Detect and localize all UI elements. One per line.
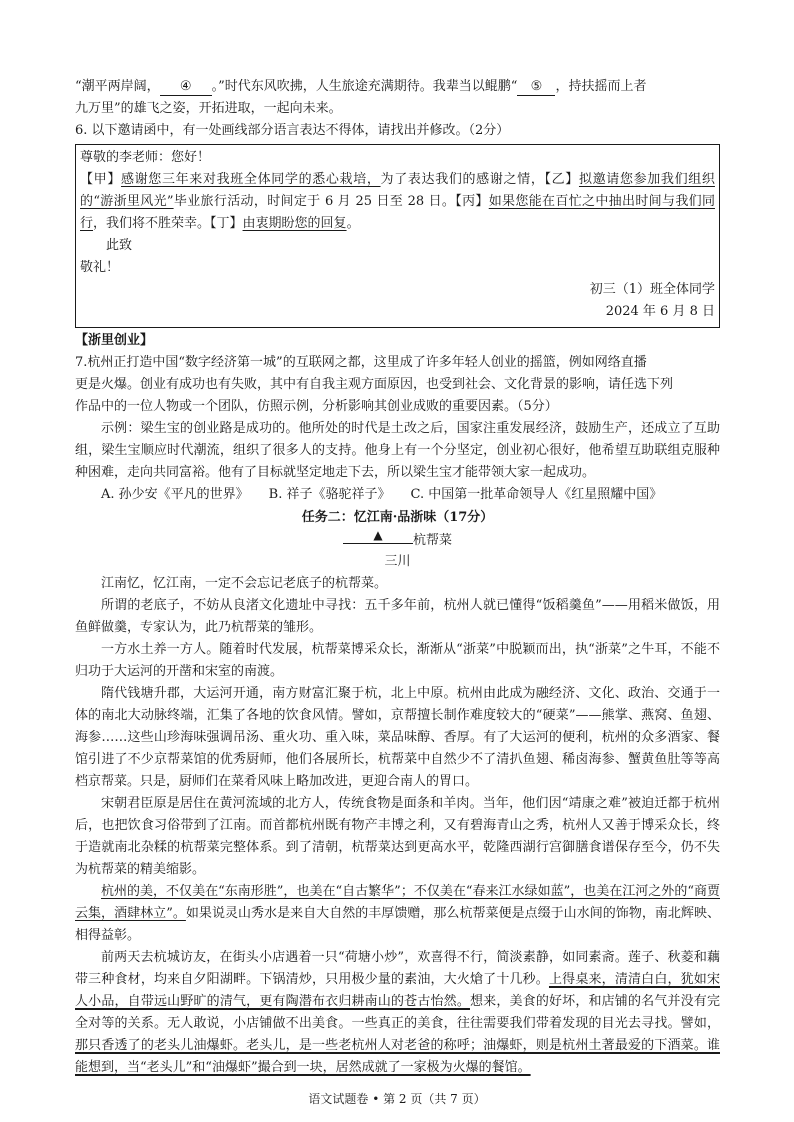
question-6: 6. 以下邀请函中，有一处画线部分语言表达不得体，请找出并修改。（2分）	[75, 123, 510, 138]
intro-text: ，持扶摇而上者	[555, 79, 647, 94]
option-b: B. 祥子《骆驼祥子》	[268, 487, 391, 502]
page-footer: 语文试题卷 • 第 2 页（共 7 页）	[308, 1092, 486, 1106]
underlined-sentence: 那只香透了的老头儿油爆虾。老头儿，是一些老杭州人对老爸的称呼；油爆虾，则是杭州土著最爱的下酒菜。谁能想到，当“老头儿”和“油爆虾”撮合到一块，居然成就了一家极为火爆的餐馆。	[75, 1038, 720, 1075]
paragraph-text: 想来，美食的好坏，和店铺的名气并没有完全对等的关系。无人敢说，小店铺做不出美食。一些真正的美食，往往需要我们带着发现的目光去寻找。譬如，	[75, 994, 720, 1031]
blank-5	[517, 79, 555, 96]
underlined-yi: 拟邀请您参加我们组	[578, 172, 702, 187]
underlined-ding: 由衷期盼您的回复	[242, 216, 347, 231]
letter-text: 为了表达我们的感谢之情，	[380, 172, 545, 187]
exam-page	[75, 75, 720, 1079]
letter-jingli: 敬礼！	[80, 260, 120, 275]
paragraph-text: 前两天去杭城访友，在街头小店遇着一只“荷塘小炒”，欢喜得不行，简淡素静，如同素斋。莲子、秋菱和藕带三种食材，均来自夕阳湖畔。下锅清炒，只用极少量的素油，大火熗了十几秒。	[75, 950, 720, 987]
article-paragraph: 一方水土养一方人。随着时代发展，杭帮菜博采众长，渐渐从“浙菜”中脱颖而出，执“浙菜”之牛耳，不能不归功于大运河的开凿和宋室的南渡。	[75, 642, 720, 679]
letter-text: 毕业旅行活动，时间定于 6 月 25 日至 28 日。	[173, 194, 456, 209]
question-7-example: 示例：梁生宝的创业路是成功的。他所处的时代是土改之后，国家注重发展经济，鼓励生产，还成立了互助组，梁生宝顺应时代潮流，组织了很多人的支持。他身上有一个分坚定，创业初心很好，他希望互助联组克服种种困难，走向共同富裕。他有了目标就坚定地走下去，所以梁生宝才能带领大家一起成功。	[75, 421, 720, 480]
question-7-options	[75, 484, 720, 506]
section-title: 【浙里创业】	[75, 333, 154, 348]
question-7-line-3: 作品中的一位人物或一个团队，仿照示例，分析影响其创业成败的重要因素。（5分）	[75, 399, 558, 414]
label-ding: 【丁】	[210, 216, 243, 231]
blank-5-label: ⑤	[530, 79, 543, 94]
underlined-jia: 感谢您三年来对我班全体同学的悉心栽培，	[120, 172, 381, 187]
intro-text: “潮平两岸阔，	[75, 79, 160, 94]
letter-date: 2024 年 6 月 8 日	[605, 304, 715, 319]
article-paragraph: 隋代钱塘升郡，大运河开通，南方财富汇聚于杭，北上中原。杭州由此成为融经济、文化、政治、交通于一体的南北大动脉终端，汇集了各地的饮食风情。譬如，京帮擅长制作难度较大的“硬菜”——熊掌、燕窝、鱼翅、海参……这些山珍海味强调吊汤、重火功、重入味，菜品味醇、香厚。有了大运河的便利，杭州的众多酒家、餐馆引进了不少京帮菜馆的优秀厨师，他们各展所长，杭帮菜中自然少不了清扒鱼翅、稀卤海参、蟹黄鱼肚等等高档京帮菜。只是，厨师们在菜肴风味上略加改进，更迎合南人的胃口。	[75, 686, 720, 789]
intro-line-1	[75, 76, 720, 98]
task-2-title: 任务二：忆江南·品浙味（17分）	[301, 510, 494, 525]
intro-line-2: 九万里”的雄飞之姿，开拓进取，一起向未来。	[75, 101, 342, 116]
question-7-line-1: 7.杭州正打造中国“数字经济第一城”的互联网之都，这里成了许多年轻人创业的摇篮，例如网络直播	[75, 355, 647, 370]
article-paragraph: 宋朝君臣原是居住在黄河流域的北方人，传统食物是面条和羊肉。当年，他们因“靖康之难”被迫迁都于杭州后，也把饮食习俗带到了江南。而首都杭州既有物产丰博之利，又有碧海青山之秀，杭州人又善于博采众长，终于造就南北杂糅的杭帮菜完整体系。到了清朝，杭帮菜达到更高水平，乾隆西湖行宫御膳食谱保存至今，仍不失为杭帮菜的精美缩影。	[75, 796, 720, 877]
underlined-yi: 织的“游浙里风光”	[80, 172, 715, 209]
article-title-text: 杭帮菜	[412, 533, 452, 548]
letter-text: ，我们将不胜荣幸。	[93, 216, 211, 231]
article-paragraph: 所谓的老底子，不妨从良渚文化遗址中寻找：五千多年前，杭州人就已懂得“饭稻羹鱼”——用稻米做饭，用鱼鲜做羹，专家认为，此乃杭帮菜的雏形。	[75, 598, 720, 635]
article-paragraph	[75, 947, 720, 1079]
letter-body	[80, 169, 715, 235]
blank-4	[160, 79, 212, 96]
paragraph-text: 如果说灵山秀水是来自大自然的丰厚馈赠，那么杭帮菜便是点缀于山水间的饰物，南北辉映、相得益彰。	[75, 906, 720, 943]
option-a: A. 孙少安《平凡的世界》	[101, 487, 249, 502]
letter-sign: 初三（1）班全体同学	[589, 282, 715, 297]
letter-cizhi: 此致	[106, 238, 133, 253]
article-title	[75, 529, 720, 551]
underlined-bing: 我们同行	[80, 194, 715, 231]
article-paragraph: 江南忆，忆江南，一定不会忘记老底子的杭帮菜。	[101, 576, 388, 591]
article-paragraph	[75, 881, 720, 947]
underlined-sentence: 上得桌来，清清白白，犹如宋人小品，自带远山野旷的清气，更有陶潜布衣归耕南山的苍古怡然。	[75, 972, 720, 1009]
label-bing: 【丙】	[455, 194, 489, 209]
blank-4-label: ④	[179, 79, 192, 94]
intro-text: 。”时代东风吹拂，人生旅途充满期待。我辈当以鲲鹏“	[211, 79, 518, 94]
triangle-mark: ▲	[373, 528, 383, 542]
label-yi: 【乙】	[544, 172, 579, 187]
letter-salutation: 尊敬的李老师：您好！	[80, 150, 211, 165]
article-author: 三川	[384, 554, 411, 569]
underlined-sentence: 杭州的美，不仅美在“东南形胜”，也美在“自古繁华”；不仅美在“春来江水绿如蓝”，也美在江河之外的“商贾云集，酒肆林立”。	[75, 884, 720, 921]
label-jia: 【甲】	[80, 172, 121, 187]
letter-text: 。	[346, 216, 360, 231]
option-c: C. 中国第一批革命领导人《红星照耀中国》	[410, 487, 663, 502]
underlined-bing: 如果您能在百忙之中抽出时间与	[488, 194, 676, 209]
title-blank	[343, 529, 413, 544]
question-7-line-2: 更是火爆。创业有成功也有失败，其中有自我主观方面原因，也受到社会、文化背景的影响，请任选下列	[75, 377, 674, 392]
invitation-letter	[75, 144, 720, 328]
